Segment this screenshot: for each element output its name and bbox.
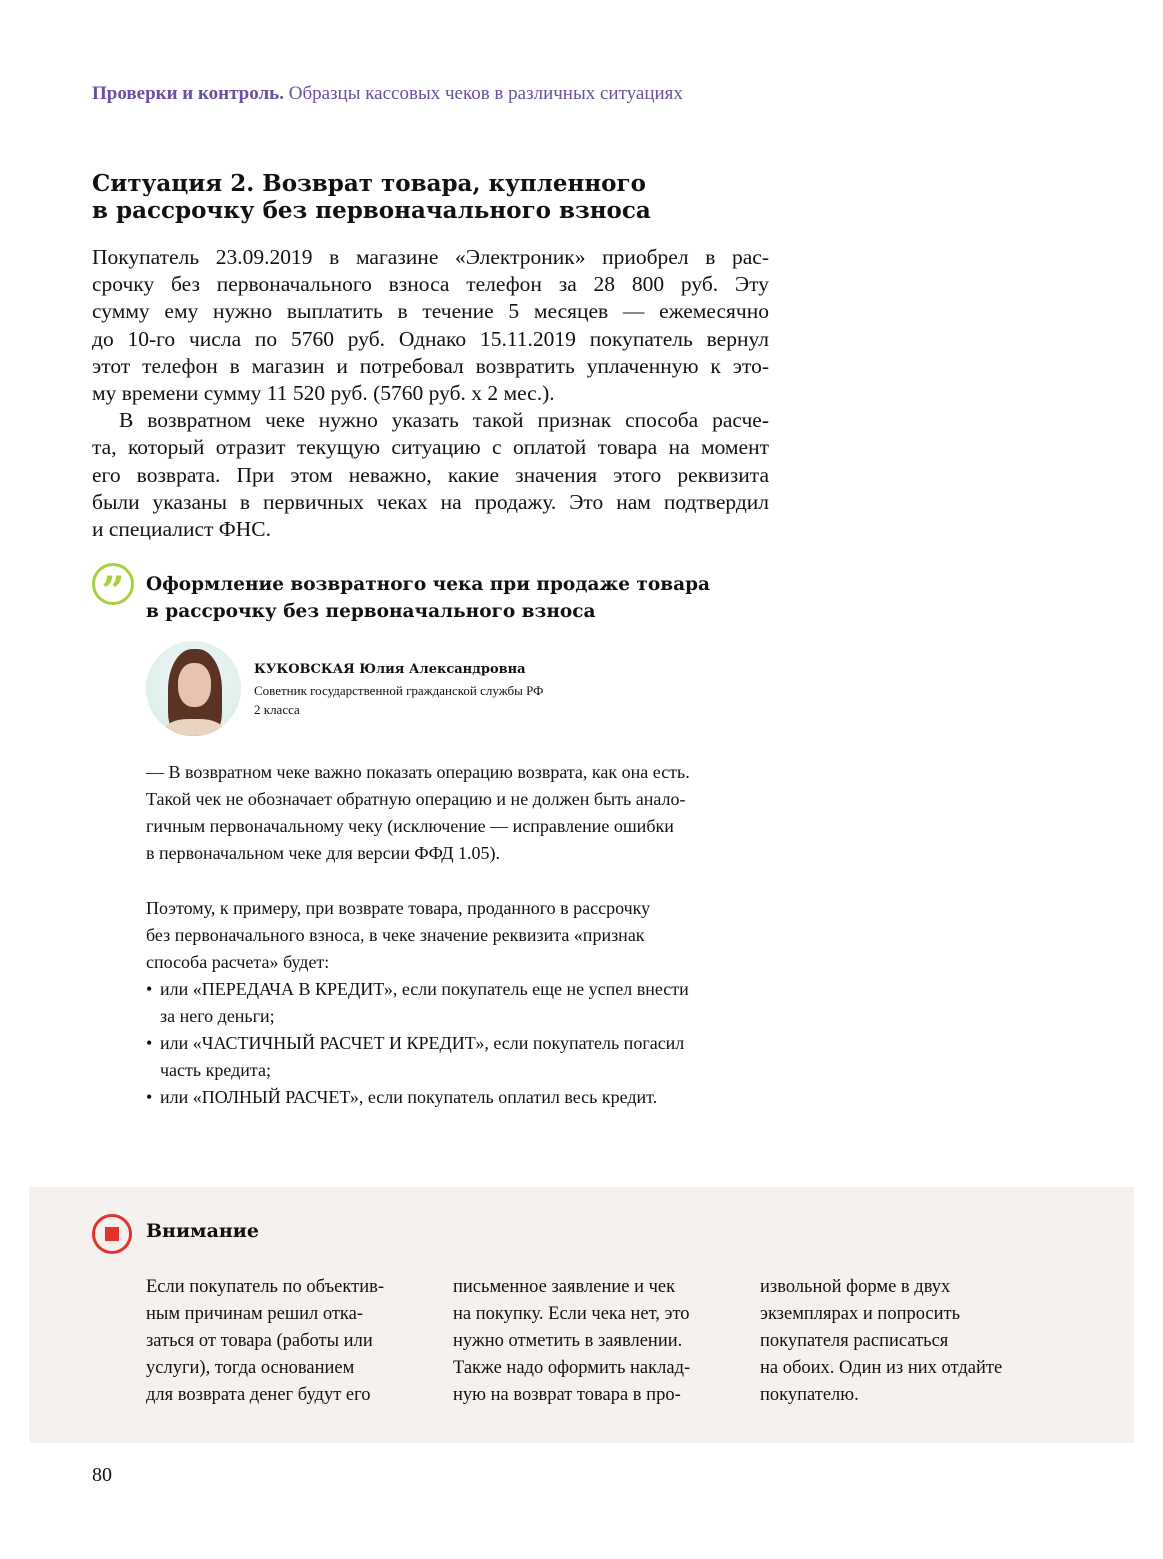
text-line: срочку без первоначального взноса телефон за 28 800 руб. Эту xyxy=(92,272,769,297)
title-line: Ситуация 2. Возврат товара, купленного xyxy=(92,170,646,197)
text-line: письменное заявление и чек xyxy=(453,1277,676,1297)
text-line: услуги), тогда основанием xyxy=(146,1358,355,1378)
quote-text xyxy=(146,759,690,867)
text-line: или «ЧАСТИЧНЫЙ РАСЧЕТ И КРЕДИТ», если покупатель погасил xyxy=(160,1033,685,1053)
text-line: на обоих. Один из них отдайте xyxy=(760,1358,1003,1378)
text-line: без первоначального взноса, в чеке значение реквизита «признак xyxy=(146,925,645,945)
attention-column xyxy=(146,1274,384,1409)
attention-title: Внимание xyxy=(146,1220,259,1242)
quote-title xyxy=(146,571,710,625)
body-text xyxy=(92,244,769,543)
text-line: за него деньги; xyxy=(160,1006,275,1026)
attention-column xyxy=(453,1274,690,1409)
text-line: экземплярах и попросить xyxy=(760,1304,961,1324)
list-item: • или «ПЕРЕДАЧА В КРЕДИТ», если покупатель еще не успел внести за него деньги; xyxy=(146,976,689,1030)
text-line: та, который отразит текущую ситуацию с оплатой товара на момент xyxy=(92,435,769,460)
text-line: ную на возврат товара в про- xyxy=(453,1385,681,1405)
header-section: Проверки и контроль. xyxy=(92,83,284,104)
text-line: Также надо оформить наклад- xyxy=(453,1358,691,1378)
attention-box xyxy=(29,1187,1134,1443)
text-line: его возврата. При этом неважно, какие значения этого реквизита xyxy=(92,462,769,487)
text-line: способа расчета» будет: xyxy=(146,952,330,972)
text-line: покупателю. xyxy=(760,1385,859,1405)
stop-icon xyxy=(92,1214,132,1254)
title-line: Оформление возвратного чека при продаже товара xyxy=(146,574,710,595)
text-line: Поэтому, к примеру, при возврате товара, проданного в рассрочку xyxy=(146,898,651,918)
text-line: этот телефон в магазин и потребовал возвратить уплаченную к это- xyxy=(92,353,769,378)
expert-photo xyxy=(146,641,241,736)
title-line: в рассрочку без первоначального взноса xyxy=(146,601,596,622)
text-line: нужно отметить в заявлении. xyxy=(453,1331,683,1351)
text-line: извольной форме в двух xyxy=(760,1277,951,1297)
text-line: сумму ему нужно выплатить в течение 5 месяцев — ежемесячно xyxy=(92,299,769,324)
text-line: покупателя расписаться xyxy=(760,1331,949,1351)
text-line: в первоначальном чеке для версии ФФД 1.05). xyxy=(146,843,500,863)
text-line: на покупку. Если чека нет, это xyxy=(453,1304,690,1324)
expert-role xyxy=(254,681,543,719)
role-line: 2 класса xyxy=(254,702,300,717)
text-line: ным причинам решил отка- xyxy=(146,1304,363,1324)
text-line: Если покупатель по объектив- xyxy=(146,1277,384,1297)
title-line: в рассрочку без первоначального взноса xyxy=(92,197,651,224)
text-line: му времени сумму 11 520 руб. (5760 руб. х 2 мес.). xyxy=(92,381,555,406)
quote-text xyxy=(146,895,689,1111)
text-line: часть кредита; xyxy=(160,1060,271,1080)
text-line: заться от товара (работы или xyxy=(146,1331,373,1351)
text-line: или «ПЕРЕДАЧА В КРЕДИТ», если покупатель еще не успел внести xyxy=(160,979,689,999)
text-line: до 10-го числа по 5760 руб. Однако 15.11.2019 покупатель вернул xyxy=(92,326,769,351)
quote-icon: ” xyxy=(92,563,134,605)
text-line: гичным первоначальному чеку (исключение — исправление ошибки xyxy=(146,816,674,836)
list-item: • или «ЧАСТИЧНЫЙ РАСЧЕТ И КРЕДИТ», если покупатель погасил часть кредита; xyxy=(146,1030,689,1084)
expert-name: КУКОВСКАЯ Юлия Александровна xyxy=(254,662,526,677)
running-header xyxy=(92,83,683,105)
page-number: 80 xyxy=(92,1464,112,1486)
text-line: были указаны в первичных чеках на продажу. Это нам подтвердил xyxy=(92,489,769,514)
list-item: • или «ПОЛНЫЙ РАСЧЕТ», если покупатель оплатил весь кредит. xyxy=(146,1084,689,1111)
text-line: для возврата денег будут его xyxy=(146,1385,371,1405)
situation-title xyxy=(92,170,651,224)
text-line: и специалист ФНС. xyxy=(92,517,271,542)
text-line: Такой чек не обозначает обратную операцию и не должен быть анало- xyxy=(146,789,686,809)
header-subtitle: Образцы кассовых чеков в различных ситуациях xyxy=(288,83,683,104)
text-line: — В возвратном чеке важно показать операцию возврата, как она есть. xyxy=(146,762,690,782)
text-line: В возвратном чеке нужно указать такой признак способа расче- xyxy=(119,408,769,433)
role-line: Советник государственной гражданской службы РФ xyxy=(254,683,544,698)
attention-column xyxy=(760,1274,1002,1409)
text-line: или «ПОЛНЫЙ РАСЧЕТ», если покупатель оплатил весь кредит. xyxy=(160,1087,658,1107)
text-line: Покупатель 23.09.2019 в магазине «Электроник» приобрел в рас- xyxy=(92,245,769,269)
